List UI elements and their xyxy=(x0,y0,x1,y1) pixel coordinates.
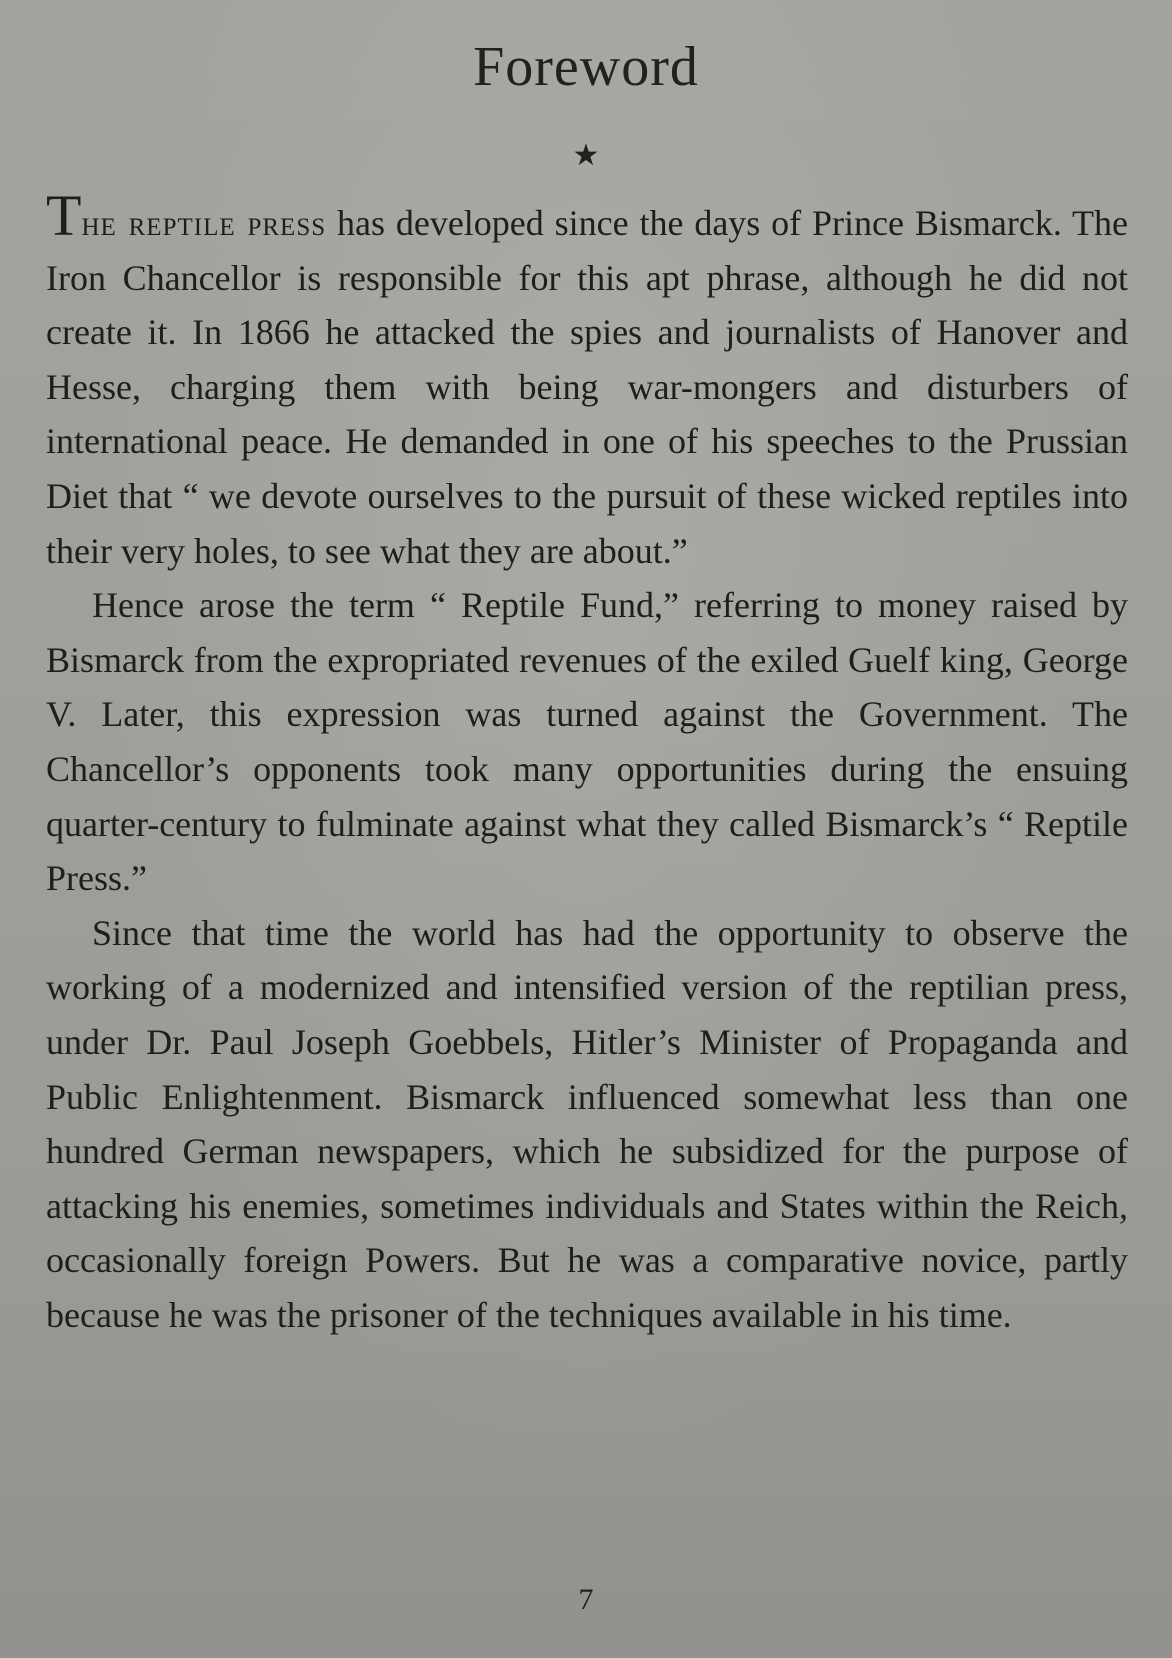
paragraph-2: Hence arose the term “ Reptile Fund,” referring to money raised by Bismarck from the expropriated revenues of the exiled Guelf king, George V. Later, this expression was turned against the Government. The Chancellor’s opponents took many opportunities during the ensuing quarter-century to fulminate against what they called Bismarck’s “ Reptile Press.” xyxy=(46,585,1128,899)
page-number: 7 xyxy=(578,1583,594,1616)
paragraph-3: Since that time the world has had the opportunity to observe the working of a modernized and intensified version of the reptilian press, under Dr. Paul Joseph Goebbels, Hitler’s Minister of Propaganda and Public Enlightenment. Bismarck influenced somewhat less than one hundred German newspapers, which he subsidized for the purpose of attacking his enemies, sometimes individuals and States within the Reich, occasionally foreign Powers. But he was a comparative novice, partly because he was the prisoner of the techniques available in his time. xyxy=(46,912,1128,1335)
paragraph-1 xyxy=(46,183,1128,578)
star-ornament-icon: ★ xyxy=(572,138,600,173)
body-text xyxy=(46,183,1128,1342)
drop-cap: T xyxy=(46,183,82,248)
chapter-title: Foreword xyxy=(473,36,699,98)
paragraph-1-text: has developed since the days of Prince Bismarck. The Iron Chancellor is responsible for this apt phrase, although he did not create it. In 1866 he attacked the spies and journalists of Hanover and Hesse, charging them with being war-mongers and disturbers of international peace. He demanded in one of his speeches to the Prussian Diet that “ we devote ourselves to the pursuit of these wicked reptiles into their very holes, to see what they are about.” xyxy=(46,203,1128,571)
lead-in-smallcaps: he reptile press xyxy=(81,203,327,243)
